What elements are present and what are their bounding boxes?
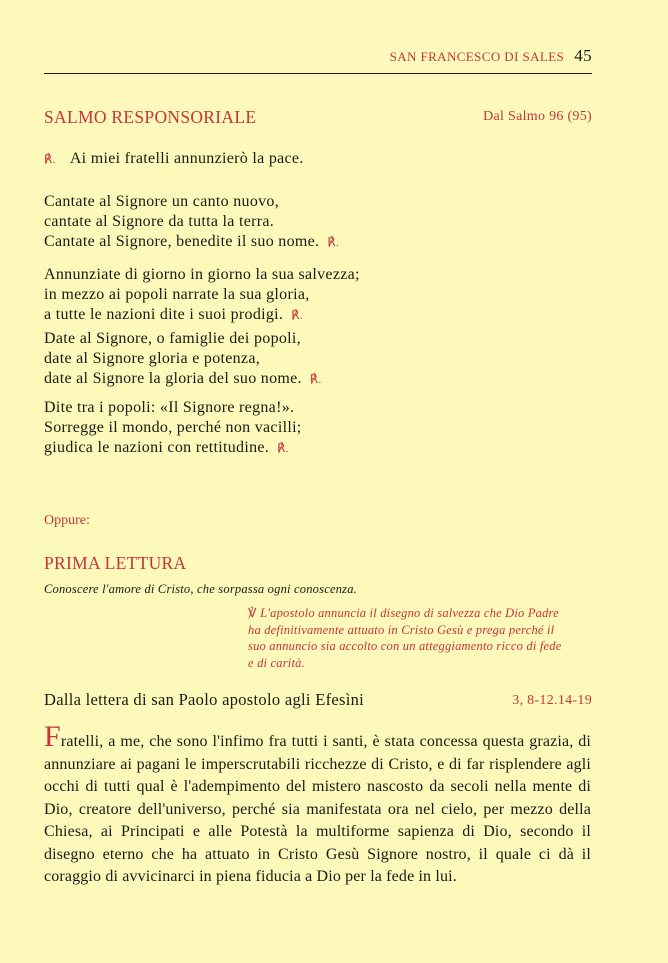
reading-citation: 3, 8-12.14-19 — [512, 693, 592, 708]
psalm-reference: Dal Salmo 96 (95) — [483, 109, 592, 124]
reading-note — [248, 605, 594, 671]
stanza-1-line-3 — [44, 233, 339, 251]
stanza-4-line-3 — [44, 439, 289, 457]
page-number: 45 — [574, 46, 592, 65]
note-symbol: ℣ — [248, 606, 257, 620]
stanza-4-line-3-text: giudica le nazioni con rettitudine. — [44, 439, 270, 456]
stanza-1-line-3-text: Cantate al Signore, benedite il suo nome. — [44, 233, 320, 250]
note-line-1-text: L'apostolo annuncia il disegno di salvezza che Dio Padre — [260, 606, 559, 620]
stanza-2-line-3 — [44, 306, 303, 324]
reading-body — [44, 720, 591, 889]
stanza-3-line-1: Date al Signore, o famiglie dei popoli, — [44, 330, 301, 347]
stanza-4-line-2: Sorregge il mondo, perché non vacilli; — [44, 419, 302, 436]
reading-note-line-1 — [248, 605, 594, 622]
reading-note-line-3: suo annuncio sia accolto con un atteggiamento ricco di fede — [248, 639, 562, 653]
stanza-1-line-2: cantate al Signore da tutta la terra. — [44, 213, 275, 230]
reading-subtitle: Conoscere l'amore di Cristo, che sorpassa ogni conoscenza. — [44, 582, 357, 596]
running-header — [44, 46, 592, 74]
reading-note-line-4: e di carità. — [248, 655, 305, 670]
drop-cap: F — [44, 720, 61, 753]
reading-heading: PRIMA LETTURA — [44, 553, 187, 573]
stanza-1-line-1: Cantate al Signore un canto nuovo, — [44, 193, 280, 210]
alternative-label: Oppure: — [44, 513, 90, 528]
response-symbol: ℟. — [291, 308, 304, 322]
refrain-text: Ai miei fratelli annunzierò la pace. — [69, 150, 304, 167]
stanza-3-line-2: date al Signore gloria e potenza, — [44, 350, 261, 367]
running-title: SAN FRANCESCO DI SALES — [389, 49, 565, 64]
stanza-3-line-3-text: date al Signore la gloria del suo nome. — [44, 370, 302, 387]
response-symbol: ℟. — [44, 152, 56, 166]
response-symbol: ℟. — [277, 441, 289, 455]
stanza-2-line-1: Annunziate di giorno in giorno la sua salvezza; — [44, 266, 360, 283]
psalm-heading: SALMO RESPONSORIALE — [44, 107, 257, 127]
response-symbol: ℟. — [309, 372, 322, 386]
stanza-3-line-3 — [44, 370, 322, 388]
reading-source: Dalla lettera di san Paolo apostolo agli Efesìni — [44, 690, 365, 709]
psalm-refrain — [44, 150, 304, 168]
reading-body-text: ratelli, a me, che sono l'infimo fra tutti i santi, è stata concessa questa grazia, di annunziare ai pagani le imperscrutabili ricchezze di Cristo, e di far risplendere agli occhi di tutti qual è l'adempimento del mistero nascosto da secoli nella mente di Dio, creatore dell'universo, perché sia manifestata ora nel cielo, per mezzo della Chiesa, ai Principati e alle Potestà la multiforme sapienza di Dio, secondo il disegno eterno che ha attuato in Cristo Gesù Signore nostro, il quale ci dà il coraggio di avvicinarci in piena fiducia a Dio per la fede in lui. — [44, 733, 591, 885]
response-symbol: ℟. — [327, 235, 340, 249]
reading-note-line-2: ha definitivamente attuato in Cristo Gesù e prega perché il — [248, 622, 555, 637]
stanza-4-line-1: Dite tra i popoli: «Il Signore regna!». — [44, 399, 295, 416]
stanza-2-line-3-text: a tutte le nazioni dite i suoi prodigi. — [44, 306, 284, 323]
stanza-2-line-2: in mezzo ai popoli narrate la sua gloria, — [44, 286, 310, 303]
